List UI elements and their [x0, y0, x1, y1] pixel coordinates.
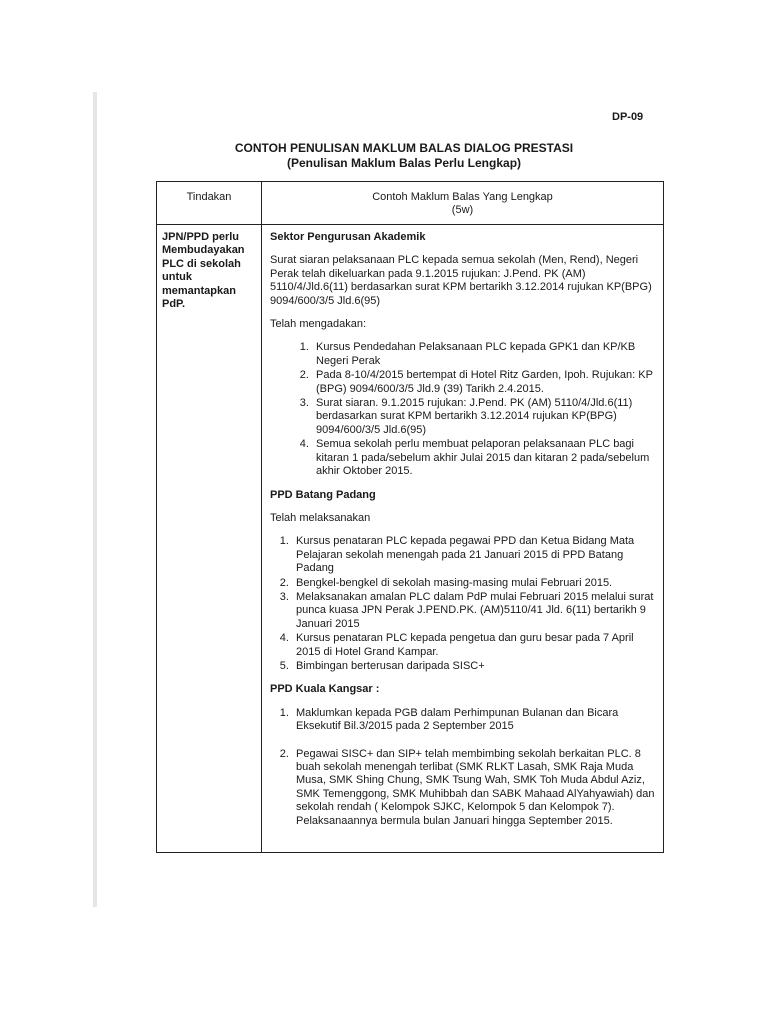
section-title-kuala-kangsar: PPD Kuala Kangsar : [270, 683, 380, 696]
page-left-border [93, 92, 97, 907]
header-content-cell [262, 182, 664, 225]
kuala-kangsar-list [270, 707, 655, 828]
table-row [157, 225, 664, 853]
section-intro: Telah mengadakan: [270, 318, 367, 331]
list-item: 3. Melaksanakan amalan PLC dalam PdP mulai Februari 2015 melalui surat punca kuasa JPN Perak J.PEND.PK. (AM)5110/41 Jld. 6(11) bertarikh 9 Januari 2015 [292, 591, 655, 631]
action-cell: JPN/PPD perlu Membudayakan PLC di sekolah untuk memantapkan PdP. [157, 225, 262, 853]
list-item: 2. Pegawai SISC+ dan SIP+ telah membimbing sekolah berkaitan PLC. 8 buah sekolah menengah terlibat (SMK RLKT Lasah, SMK Raja Muda Musa, SMK Shing Chung, SMK Tsung Wah, SMK Toh Muda Abdul Aziz, SMK Temenggong, SMK Muhibbah dan SABK Mahaad AlYahyawiah) dan sekolah rendah ( Kelompok SJKC, Kelompok 5 dan Kelompok 7). Pelaksanaannya bermula bulan Januari hingga September 2015. [292, 748, 655, 828]
title-line-1: CONTOH PENULISAN MAKLUM BALAS DIALOG PRESTASI [234, 141, 574, 155]
document-code: DP-09 [612, 111, 644, 123]
table-header-row [157, 182, 664, 225]
list-item: 4. Semua sekolah perlu membuat pelaporan pelaksanaan PLC bagi kitaran 1 pada/sebelum akhir Julai 2015 dan kitaran 2 pada/sebelum akhir Oktober 2015. [312, 438, 655, 478]
section-intro: Telah melaksanakan [270, 511, 371, 524]
header-content-label [263, 183, 662, 218]
list-item: 2. Pada 8-10/4/2015 bertempat di Hotel Ritz Garden, Ipoh. Rujukan: KP (BPG) 9094/600/3/5 Jld.9 (39) Tarikh 2.4.2015. [312, 369, 655, 396]
title-line-2: (Penulisan Maklum Balas Perlu Lengkap) [286, 156, 522, 170]
section-title-akademik: Sektor Pengurusan Akademik [270, 231, 426, 243]
akademik-list [270, 341, 655, 478]
section-title-batang-padang: PPD Batang Padang [270, 488, 376, 501]
list-item: 2. Bengkel-bengkel di sekolah masing-masing mulai Februari 2015. [292, 577, 655, 590]
batang-padang-list [270, 535, 655, 673]
list-item: 5. Bimbingan berterusan daripada SISC+ [292, 660, 655, 673]
list-item: 4. Kursus penataran PLC kepada pengetua dan guru besar pada 7 April 2015 di Hotel Grand Kampar. [292, 632, 655, 659]
header-content-line-2: (5w) [451, 204, 474, 217]
list-item: 1. Maklumkan kepada PGB dalam Perhimpunan Bulanan dan Bicara Eksekutif Bil.3/2015 pada 2 September 2015 [292, 707, 655, 734]
feedback-table [156, 181, 664, 853]
list-item: 1. Kursus Pendedahan Pelaksanaan PLC kepada GPK1 dan KP/KB Negeri Perak [312, 341, 655, 368]
header-action-label: Tindakan [186, 191, 232, 203]
list-item: 1. Kursus penataran PLC kepada pegawai PPD dan Ketua Bidang Mata Pelajaran sekolah menengah pada 21 Januari 2015 di PPD Batang Padang [292, 535, 655, 575]
header-action-cell [157, 182, 262, 225]
list-item: 3. Surat siaran. 9.1.2015 rujukan: J.Pend. PK (AM) 5110/4/Jld.6(11) berdasarkan surat KPM bertarikh 3.12.2014 rujukan KP(BPG) 9094/600/3/5 Jld.6(95) [312, 397, 655, 437]
content-cell [262, 225, 664, 853]
document-title [160, 141, 648, 171]
header-content-line-1: Contoh Maklum Balas Yang Lengkap [372, 191, 553, 203]
section-paragraph: Surat siaran pelaksanaan PLC kepada semua sekolah (Men, Rend), Negeri Perak telah dikeluarkan pada 9.1.2015 rujukan: J.Pend. PK (AM) 5110/4/Jld.6(11) berdasarkan surat KPM bertarikh 3.12.2014 rujukan KP(BPG) 9094/600/3/5 Jld.6(95) [270, 254, 652, 307]
